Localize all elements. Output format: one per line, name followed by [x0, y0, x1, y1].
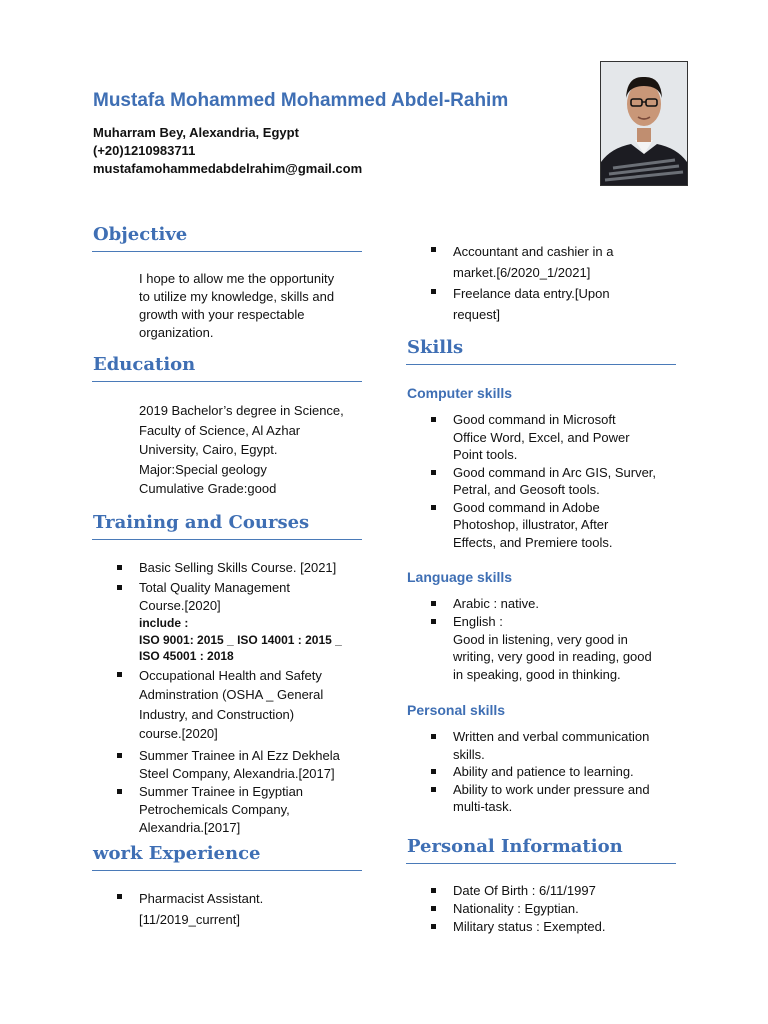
item-line: Point tools. [453, 447, 518, 462]
objective-line: I hope to allow me the opportunity [139, 271, 335, 286]
objective-line: growth with your respectable [139, 307, 305, 322]
item-line: market.[6/2020_1/2021] [453, 265, 591, 280]
objective-line: to utilize my knowledge, skills and [139, 289, 335, 304]
objective-text [139, 270, 334, 342]
item-line: Course.[2020] [139, 598, 221, 613]
item-line: Steel Company, Alexandria.[2017] [139, 765, 335, 781]
item-line: Good command in Microsoft [453, 412, 616, 427]
item-subline: include : [139, 616, 189, 630]
list-item [407, 241, 613, 283]
item-line: writing, very good in reading, good [453, 649, 652, 665]
item-line: Summer Trainee in Al Ezz Dekhela [139, 747, 340, 763]
list-item [407, 613, 652, 684]
item-line: Basic Selling Skills Course. [2021] [139, 560, 337, 575]
item-line: course.[2020] [139, 726, 218, 741]
item-line: Adminstration (OSHA _ General [139, 687, 324, 702]
list-item [407, 283, 613, 325]
item-line: Industry, and Construction) [139, 706, 295, 722]
list-item [407, 728, 650, 763]
list-item [407, 499, 656, 552]
computer-skills-heading: Computer skills [407, 385, 513, 401]
education-heading: Education [93, 354, 196, 375]
item-line: English : [453, 613, 503, 629]
training-heading: Training and Courses [93, 512, 310, 533]
list-item [93, 783, 342, 837]
person-portrait-icon [601, 62, 687, 185]
objective-line: organization. [139, 325, 214, 340]
work-divider [92, 870, 362, 871]
education-line: Major:Special geology [139, 461, 267, 477]
list-item [407, 595, 652, 613]
list-item [407, 882, 605, 900]
personal-info-list [407, 882, 605, 935]
skills-divider [406, 364, 676, 365]
list-item [93, 666, 342, 744]
item-line: Freelance data entry.[Upon [453, 286, 610, 301]
work-heading: work Experience [93, 843, 261, 864]
item-line: Accountant and cashier in a [453, 244, 614, 259]
item-line: Good in listening, very good in [453, 631, 628, 647]
item-line: Pharmacist Assistant. [139, 891, 264, 906]
list-item [407, 900, 605, 918]
list-item [407, 763, 650, 781]
item-line: Written and verbal communication [453, 729, 650, 744]
list-item [93, 559, 342, 577]
item-line: skills. [453, 746, 485, 762]
item-line: Ability to work under pressure and [453, 781, 650, 797]
skills-heading: Skills [407, 337, 464, 358]
item-line: request] [453, 307, 500, 322]
item-line: Good command in Arc GIS, Surver, [453, 464, 657, 480]
list-item [407, 781, 650, 816]
personal-info-heading: Personal Information [407, 836, 623, 857]
item-line: Petral, and Geosoft tools. [453, 482, 600, 497]
work-list-left [93, 888, 263, 930]
list-item [407, 411, 656, 464]
item-subline: ISO 45001 : 2018 [139, 649, 234, 663]
item-line: Summer Trainee in Egyptian [139, 783, 304, 799]
education-line: Faculty of Science, Al Azhar [139, 422, 301, 438]
education-line: Cumulative Grade:good [139, 481, 277, 496]
language-skills-heading: Language skills [407, 569, 513, 585]
item-line: Ability and patience to learning. [453, 764, 634, 780]
list-item [93, 579, 342, 665]
item-line: Military status : Exempted. [453, 918, 606, 934]
computer-skills-list [407, 411, 656, 551]
item-line: Total Quality Management [139, 580, 291, 595]
item-subline: ISO 9001: 2015 _ ISO 14001 : 2015 _ [139, 632, 342, 647]
item-line: Alexandria.[2017] [139, 819, 241, 835]
list-item [93, 747, 342, 783]
email[interactable]: mustafamohammedabdelrahim@gmail.com [93, 161, 363, 176]
education-line: 2019 Bachelor’s degree in Science, [139, 403, 344, 418]
item-line: in speaking, good in thinking. [453, 667, 621, 683]
work-list-right [407, 241, 613, 325]
education-text [139, 401, 344, 499]
education-line: University, Cairo, Egypt. [139, 442, 278, 457]
objective-divider [92, 251, 362, 252]
address: Muharram Bey, Alexandria, Egypt [93, 125, 299, 140]
personal-skills-list [407, 728, 650, 816]
item-line: Petrochemicals Company, [139, 801, 290, 817]
personal-info-divider [406, 863, 676, 864]
applicant-name: Mustafa Mohammed Mohammed Abdel-Rahim [93, 90, 509, 111]
list-item [93, 888, 263, 930]
item-line: Arabic : native. [453, 596, 539, 611]
item-line: multi-task. [453, 799, 513, 815]
list-item [407, 464, 656, 499]
item-line: Office Word, Excel, and Power [453, 429, 630, 445]
item-line: Photoshop, illustrator, After [453, 517, 609, 532]
training-list [93, 559, 342, 837]
list-item [407, 918, 605, 936]
personal-skills-heading: Personal skills [407, 702, 506, 718]
objective-heading: Objective [93, 224, 188, 245]
profile-photo [600, 61, 688, 186]
education-divider [92, 381, 362, 382]
item-line: Occupational Health and Safety [139, 667, 322, 683]
item-line: [11/2019_current] [139, 912, 240, 927]
item-line: Good command in Adobe [453, 499, 600, 515]
training-divider [92, 539, 362, 540]
item-line: Effects, and Premiere tools. [453, 534, 613, 550]
item-line: Nationality : Egyptian. [453, 900, 579, 916]
language-skills-list [407, 595, 652, 684]
phone: (+20)1210983711 [93, 143, 196, 158]
item-line: Date Of Birth : 6/11/1997 [453, 883, 596, 898]
